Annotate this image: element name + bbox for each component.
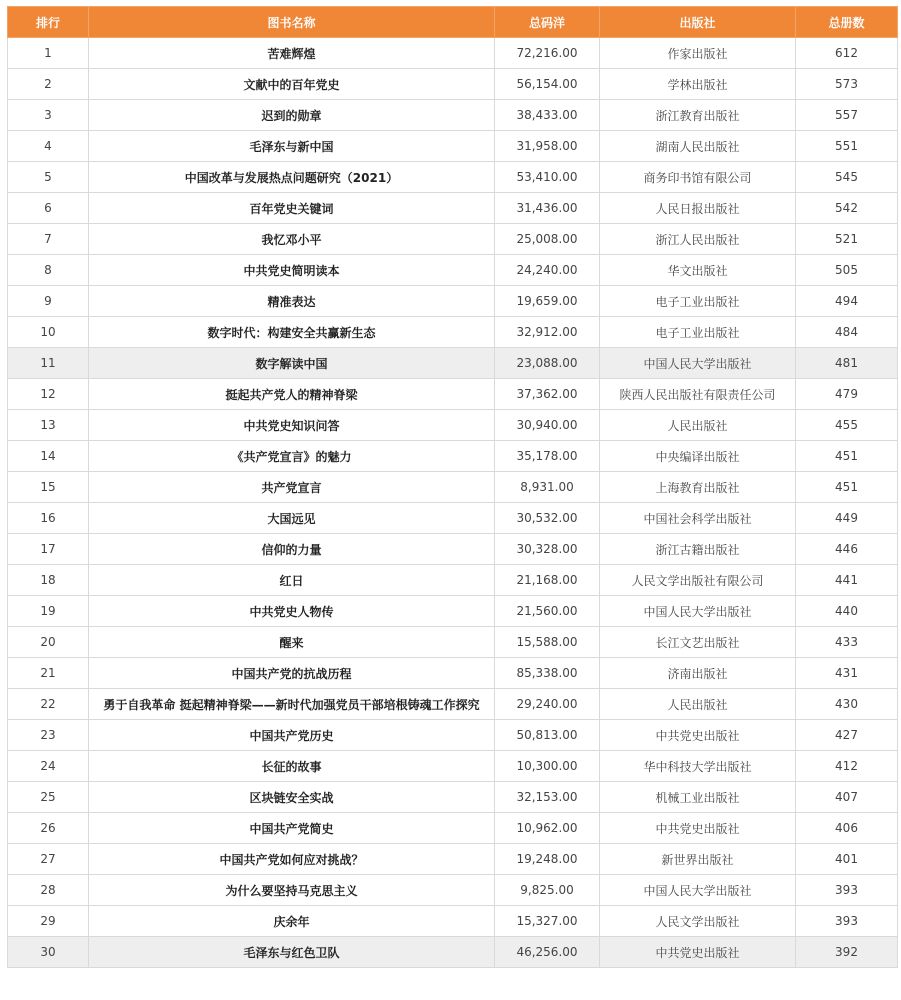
cell-book-title: 信仰的力量 bbox=[89, 534, 495, 565]
table-row bbox=[8, 472, 898, 503]
cell-rank: 12 bbox=[8, 379, 89, 410]
cell-total-copies: 521 bbox=[796, 224, 898, 255]
cell-total-copies: 479 bbox=[796, 379, 898, 410]
cell-total-value: 29,240.00 bbox=[495, 689, 600, 720]
cell-publisher: 中国人民大学出版社 bbox=[600, 596, 796, 627]
cell-publisher: 机械工业出版社 bbox=[600, 782, 796, 813]
cell-publisher: 中国人民大学出版社 bbox=[600, 348, 796, 379]
table-row bbox=[8, 162, 898, 193]
cell-total-copies: 440 bbox=[796, 596, 898, 627]
cell-book-title: 中国共产党简史 bbox=[89, 813, 495, 844]
cell-publisher: 中共党史出版社 bbox=[600, 720, 796, 751]
cell-total-copies: 430 bbox=[796, 689, 898, 720]
cell-total-copies: 431 bbox=[796, 658, 898, 689]
table-row bbox=[8, 38, 898, 69]
cell-total-copies: 557 bbox=[796, 100, 898, 131]
table-row bbox=[8, 69, 898, 100]
cell-book-title: 中共党史简明读本 bbox=[89, 255, 495, 286]
table-row bbox=[8, 534, 898, 565]
cell-total-copies: 494 bbox=[796, 286, 898, 317]
cell-publisher: 电子工业出版社 bbox=[600, 317, 796, 348]
table-header bbox=[8, 7, 898, 38]
table-row bbox=[8, 286, 898, 317]
cell-total-value: 38,433.00 bbox=[495, 100, 600, 131]
cell-book-title: 大国远见 bbox=[89, 503, 495, 534]
cell-book-title: 迟到的勋章 bbox=[89, 100, 495, 131]
cell-publisher: 中国社会科学出版社 bbox=[600, 503, 796, 534]
header-book-title: 图书名称 bbox=[89, 7, 495, 38]
cell-publisher: 人民日报出版社 bbox=[600, 193, 796, 224]
cell-publisher: 中共党史出版社 bbox=[600, 813, 796, 844]
cell-book-title: 中国改革与发展热点问题研究（2021） bbox=[89, 162, 495, 193]
cell-book-title: 数字解读中国 bbox=[89, 348, 495, 379]
table-row bbox=[8, 906, 898, 937]
cell-total-copies: 406 bbox=[796, 813, 898, 844]
cell-rank: 22 bbox=[8, 689, 89, 720]
cell-rank: 2 bbox=[8, 69, 89, 100]
cell-book-title: 中国共产党如何应对挑战？ bbox=[89, 844, 495, 875]
cell-rank: 1 bbox=[8, 38, 89, 69]
cell-total-copies: 481 bbox=[796, 348, 898, 379]
cell-total-copies: 573 bbox=[796, 69, 898, 100]
cell-rank: 23 bbox=[8, 720, 89, 751]
cell-total-copies: 393 bbox=[796, 875, 898, 906]
cell-total-value: 46,256.00 bbox=[495, 937, 600, 968]
cell-publisher: 浙江教育出版社 bbox=[600, 100, 796, 131]
cell-rank: 4 bbox=[8, 131, 89, 162]
cell-book-title: 中共党史知识问答 bbox=[89, 410, 495, 441]
table-row bbox=[8, 720, 898, 751]
table-row bbox=[8, 565, 898, 596]
cell-total-copies: 551 bbox=[796, 131, 898, 162]
cell-book-title: 庆余年 bbox=[89, 906, 495, 937]
table-row bbox=[8, 255, 898, 286]
cell-total-copies: 545 bbox=[796, 162, 898, 193]
table-row bbox=[8, 503, 898, 534]
cell-publisher: 华文出版社 bbox=[600, 255, 796, 286]
table-row bbox=[8, 224, 898, 255]
cell-rank: 28 bbox=[8, 875, 89, 906]
table-row bbox=[8, 813, 898, 844]
table-body bbox=[8, 38, 898, 968]
header-publisher: 出版社 bbox=[600, 7, 796, 38]
cell-total-copies: 455 bbox=[796, 410, 898, 441]
table-row bbox=[8, 193, 898, 224]
cell-total-copies: 427 bbox=[796, 720, 898, 751]
cell-total-value: 35,178.00 bbox=[495, 441, 600, 472]
cell-publisher: 人民文学出版社 bbox=[600, 906, 796, 937]
cell-total-value: 31,436.00 bbox=[495, 193, 600, 224]
cell-publisher: 电子工业出版社 bbox=[600, 286, 796, 317]
cell-book-title: 醒来 bbox=[89, 627, 495, 658]
cell-total-copies: 392 bbox=[796, 937, 898, 968]
cell-rank: 18 bbox=[8, 565, 89, 596]
cell-total-value: 25,008.00 bbox=[495, 224, 600, 255]
cell-total-value: 15,588.00 bbox=[495, 627, 600, 658]
table-row bbox=[8, 100, 898, 131]
cell-total-copies: 393 bbox=[796, 906, 898, 937]
table-row bbox=[8, 596, 898, 627]
cell-rank: 14 bbox=[8, 441, 89, 472]
cell-publisher: 中共党史出版社 bbox=[600, 937, 796, 968]
cell-total-copies: 401 bbox=[796, 844, 898, 875]
cell-total-copies: 484 bbox=[796, 317, 898, 348]
header-total-copies: 总册数 bbox=[796, 7, 898, 38]
cell-book-title: 共产党宣言 bbox=[89, 472, 495, 503]
cell-total-value: 23,088.00 bbox=[495, 348, 600, 379]
cell-rank: 6 bbox=[8, 193, 89, 224]
cell-rank: 29 bbox=[8, 906, 89, 937]
cell-total-value: 30,532.00 bbox=[495, 503, 600, 534]
cell-rank: 16 bbox=[8, 503, 89, 534]
cell-publisher: 浙江古籍出版社 bbox=[600, 534, 796, 565]
header-row bbox=[8, 7, 898, 38]
cell-book-title: 区块链安全实战 bbox=[89, 782, 495, 813]
cell-publisher: 商务印书馆有限公司 bbox=[600, 162, 796, 193]
cell-publisher: 学林出版社 bbox=[600, 69, 796, 100]
table-row bbox=[8, 317, 898, 348]
cell-book-title: 精准表达 bbox=[89, 286, 495, 317]
header-total-value: 总码洋 bbox=[495, 7, 600, 38]
cell-total-value: 19,248.00 bbox=[495, 844, 600, 875]
cell-total-value: 56,154.00 bbox=[495, 69, 600, 100]
cell-total-value: 21,560.00 bbox=[495, 596, 600, 627]
cell-total-value: 30,328.00 bbox=[495, 534, 600, 565]
cell-publisher: 长江文艺出版社 bbox=[600, 627, 796, 658]
cell-rank: 10 bbox=[8, 317, 89, 348]
cell-total-copies: 412 bbox=[796, 751, 898, 782]
cell-total-value: 53,410.00 bbox=[495, 162, 600, 193]
table-row bbox=[8, 844, 898, 875]
cell-rank: 17 bbox=[8, 534, 89, 565]
cell-book-title: 为什么要坚持马克思主义 bbox=[89, 875, 495, 906]
cell-total-copies: 612 bbox=[796, 38, 898, 69]
cell-rank: 24 bbox=[8, 751, 89, 782]
cell-book-title: 中国共产党历史 bbox=[89, 720, 495, 751]
cell-total-value: 24,240.00 bbox=[495, 255, 600, 286]
cell-total-value: 32,912.00 bbox=[495, 317, 600, 348]
cell-rank: 7 bbox=[8, 224, 89, 255]
cell-rank: 11 bbox=[8, 348, 89, 379]
table-row bbox=[8, 627, 898, 658]
cell-book-title: 《共产党宣言》的魅力 bbox=[89, 441, 495, 472]
cell-rank: 25 bbox=[8, 782, 89, 813]
cell-publisher: 济南出版社 bbox=[600, 658, 796, 689]
table-row bbox=[8, 441, 898, 472]
cell-total-value: 85,338.00 bbox=[495, 658, 600, 689]
cell-total-value: 30,940.00 bbox=[495, 410, 600, 441]
cell-total-copies: 451 bbox=[796, 472, 898, 503]
cell-publisher: 人民出版社 bbox=[600, 689, 796, 720]
cell-publisher: 中央编译出版社 bbox=[600, 441, 796, 472]
cell-book-title: 长征的故事 bbox=[89, 751, 495, 782]
cell-total-copies: 441 bbox=[796, 565, 898, 596]
table-row bbox=[8, 131, 898, 162]
cell-total-copies: 407 bbox=[796, 782, 898, 813]
cell-total-copies: 542 bbox=[796, 193, 898, 224]
cell-rank: 20 bbox=[8, 627, 89, 658]
cell-book-title: 毛泽东与红色卫队 bbox=[89, 937, 495, 968]
cell-rank: 3 bbox=[8, 100, 89, 131]
table-row bbox=[8, 348, 898, 379]
cell-total-value: 21,168.00 bbox=[495, 565, 600, 596]
cell-book-title: 红日 bbox=[89, 565, 495, 596]
table-row bbox=[8, 875, 898, 906]
cell-total-value: 72,216.00 bbox=[495, 38, 600, 69]
cell-book-title: 毛泽东与新中国 bbox=[89, 131, 495, 162]
cell-publisher: 华中科技大学出版社 bbox=[600, 751, 796, 782]
cell-total-value: 37,362.00 bbox=[495, 379, 600, 410]
cell-publisher: 作家出版社 bbox=[600, 38, 796, 69]
cell-publisher: 新世界出版社 bbox=[600, 844, 796, 875]
table-row bbox=[8, 751, 898, 782]
cell-book-title: 我忆邓小平 bbox=[89, 224, 495, 255]
cell-total-value: 10,962.00 bbox=[495, 813, 600, 844]
cell-publisher: 中国人民大学出版社 bbox=[600, 875, 796, 906]
table-row bbox=[8, 410, 898, 441]
cell-rank: 13 bbox=[8, 410, 89, 441]
table-row bbox=[8, 782, 898, 813]
cell-publisher: 人民出版社 bbox=[600, 410, 796, 441]
cell-total-value: 8,931.00 bbox=[495, 472, 600, 503]
cell-total-value: 32,153.00 bbox=[495, 782, 600, 813]
cell-total-copies: 449 bbox=[796, 503, 898, 534]
cell-book-title: 百年党史关键词 bbox=[89, 193, 495, 224]
cell-book-title: 数字时代：构建安全共赢新生态 bbox=[89, 317, 495, 348]
cell-rank: 26 bbox=[8, 813, 89, 844]
cell-rank: 27 bbox=[8, 844, 89, 875]
table-row bbox=[8, 689, 898, 720]
cell-rank: 21 bbox=[8, 658, 89, 689]
cell-total-copies: 446 bbox=[796, 534, 898, 565]
cell-book-title: 中共党史人物传 bbox=[89, 596, 495, 627]
cell-total-value: 15,327.00 bbox=[495, 906, 600, 937]
cell-publisher: 陕西人民出版社有限责任公司 bbox=[600, 379, 796, 410]
cell-publisher: 上海教育出版社 bbox=[600, 472, 796, 503]
cell-rank: 15 bbox=[8, 472, 89, 503]
table-row bbox=[8, 658, 898, 689]
cell-rank: 30 bbox=[8, 937, 89, 968]
cell-book-title: 苦难辉煌 bbox=[89, 38, 495, 69]
cell-total-value: 50,813.00 bbox=[495, 720, 600, 751]
cell-rank: 8 bbox=[8, 255, 89, 286]
cell-total-copies: 505 bbox=[796, 255, 898, 286]
cell-rank: 5 bbox=[8, 162, 89, 193]
cell-book-title: 勇于自我革命 挺起精神脊梁——新时代加强党员干部培根铸魂工作探究 bbox=[89, 689, 495, 720]
cell-total-value: 9,825.00 bbox=[495, 875, 600, 906]
cell-book-title: 文献中的百年党史 bbox=[89, 69, 495, 100]
cell-publisher: 湖南人民出版社 bbox=[600, 131, 796, 162]
cell-rank: 19 bbox=[8, 596, 89, 627]
cell-total-value: 10,300.00 bbox=[495, 751, 600, 782]
cell-publisher: 人民文学出版社有限公司 bbox=[600, 565, 796, 596]
table-row bbox=[8, 379, 898, 410]
ranking-table bbox=[7, 6, 898, 968]
cell-total-copies: 433 bbox=[796, 627, 898, 658]
cell-total-value: 19,659.00 bbox=[495, 286, 600, 317]
header-rank: 排行 bbox=[8, 7, 89, 38]
cell-book-title: 挺起共产党人的精神脊梁 bbox=[89, 379, 495, 410]
cell-publisher: 浙江人民出版社 bbox=[600, 224, 796, 255]
cell-book-title: 中国共产党的抗战历程 bbox=[89, 658, 495, 689]
cell-rank: 9 bbox=[8, 286, 89, 317]
table-row bbox=[8, 937, 898, 968]
cell-total-copies: 451 bbox=[796, 441, 898, 472]
cell-total-value: 31,958.00 bbox=[495, 131, 600, 162]
